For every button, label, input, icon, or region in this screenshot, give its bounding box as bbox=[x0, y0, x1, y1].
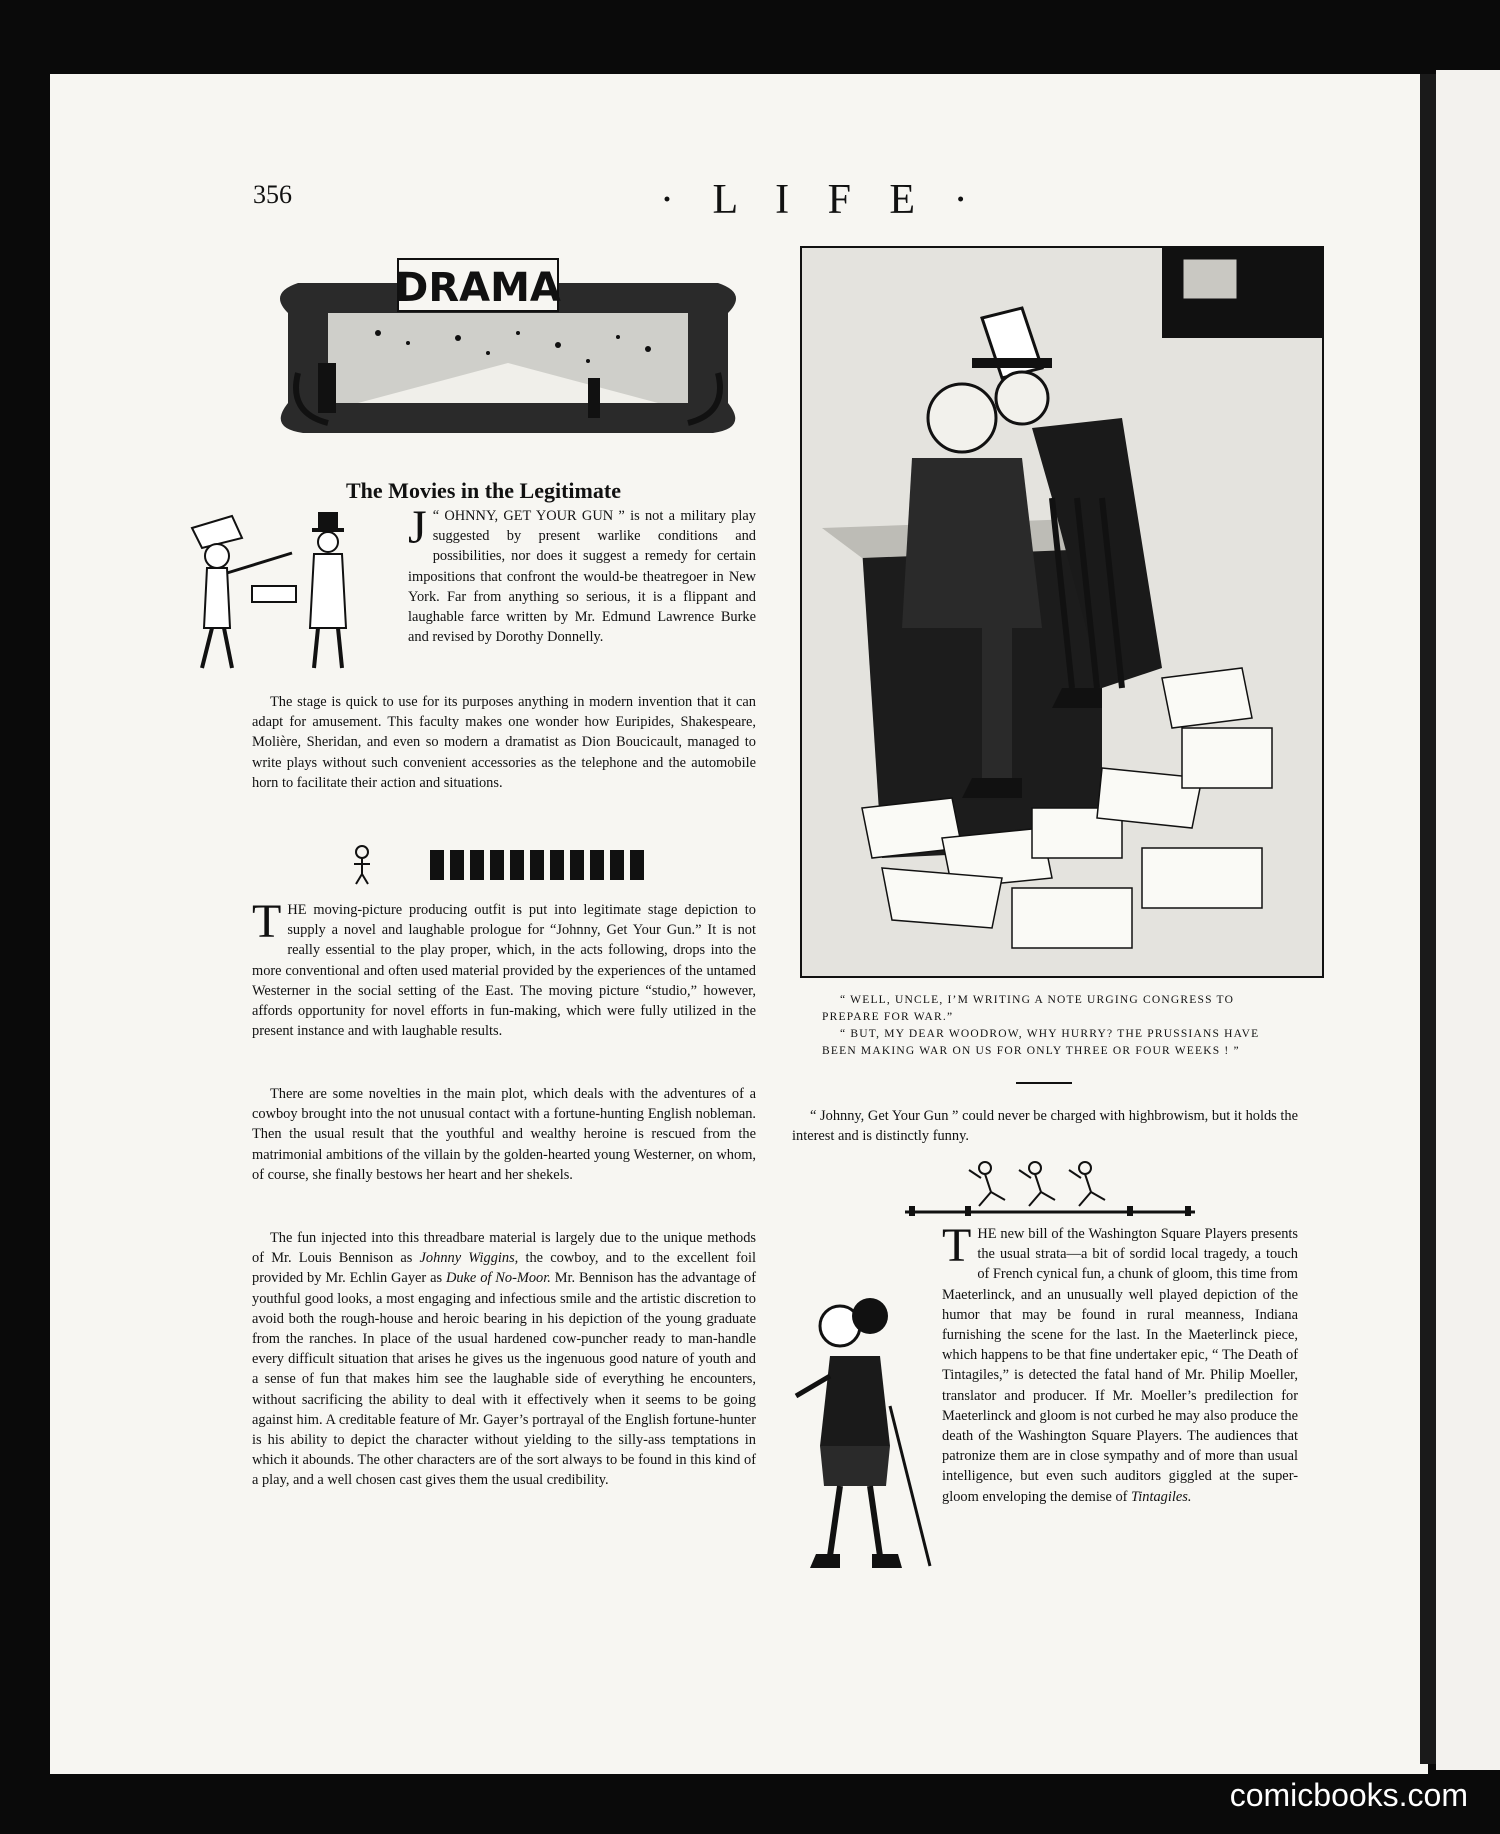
paragraph-text: There are some novelties in the main plot, which deals with the adventures of a cowboy brought into the not unusual contact with a fortune-hunting English nobleman. Then the usual result that the youthful and wealthy heroine is rescued from the matrimonial ambitions of the villain by the golden-hearted young Westerner, on whom, of course, she finally bestows her heart and her shekels. bbox=[252, 1086, 756, 1183]
page-spine bbox=[1420, 74, 1436, 1764]
magazine-masthead: · L I F E · bbox=[660, 177, 982, 223]
horn-figures-illustration bbox=[182, 508, 352, 688]
play-title-italic: Tintagiles. bbox=[1131, 1488, 1192, 1505]
paragraph-text: the cowboy, and to the excellent foil provided by Mr. Echlin Gayer as bbox=[252, 1250, 756, 1287]
paragraph-text: Mr. Bennison has the advantage of youthful good looks, a most engaging and infectious smile and the artistic discretion to avoid both the rough-house and heroic bearing in his depiction of the young graduate from the ranches. In place of the usual hardened cow-puncher ready to man-handle every difficult situation that arises he gives us the ingenuous good nature of youth and a sense of fun that makes him see the laughable side of everything he encounters, without sacrificing the ability to deal with it effectively when it seems to be going against him. A creditable feature of Mr. Gayer’s portrayal of the English fortune-hunter is his ability to depict the character without yielding to the silly-ass temptations in which it abounds. The other characters are of the sort always to be found in this kind of a play, and a well chosen cast gives them the usual credibility. bbox=[252, 1270, 756, 1489]
paragraph-text: The fun injected into this threadbare material is largely due to the unique methods of Mr. Louis Bennison as bbox=[252, 1230, 756, 1267]
site-watermark: comicbooks.com bbox=[1229, 1777, 1468, 1813]
caption-line-1: “ WELL, UNCLE, I’M WRITING A NOTE URGING CONGRESS TO PREPARE FOR WAR.” bbox=[822, 994, 1235, 1023]
facing-page-edge bbox=[1436, 70, 1500, 1770]
dropcap-j: J bbox=[408, 501, 427, 554]
cartoon-caption bbox=[822, 992, 1288, 1060]
article-paragraph-5 bbox=[252, 1228, 756, 1491]
dropcap-t: T bbox=[252, 895, 282, 948]
article-paragraph-2 bbox=[252, 692, 756, 793]
article-title: The Movies in the Legitimate bbox=[346, 478, 621, 503]
right-paragraph-1 bbox=[792, 1106, 1298, 1146]
caption-divider bbox=[1016, 1082, 1072, 1084]
dropcap-t-right: T bbox=[942, 1219, 972, 1272]
intro-text: “ OHNNY, GET YOUR GUN ” is not a military play suggested by present warlike conditions and possibilities, nor does it suggest a remedy for certain impositions that confront the would-be theatregoer in New York. Far from anything so serious, it is a flippant and laughable farce written by Mr. Edmund Lawrence Burke and revised by Dorothy Donnelly. bbox=[408, 508, 756, 646]
dancing-figures-ornament bbox=[350, 842, 660, 886]
paragraph-text: The stage is quick to use for its purposes anything in modern invention that it can adapt for amusement. This faculty makes one wonder how Euripides, Shakespeare, Molière, Sheridan, and even so modern a dramatist as Dion Boucicault, managed to write plays without such convenient accessories as the telephone and the automobile horn to facilitate their action and situations. bbox=[252, 694, 756, 791]
paragraph-text: HE new bill of the Washington Square Players presents the usual strata—a bit of sordid local tragedy, a touch of French cynical fun, a chunk of gloom, this time from Maeterlinck, and an unusually well played depiction of the humor that may be found in rural meanness, Indiana furnishing the scene for the last. In the Maeterlinck piece, which happens to be that fine undertaker epic, “ The Death of Tintagiles,” is detected the fatal hand of Mr. Philip Moeller, translator and producer. If Mr. Moeller’s predilection for Maeterlinck and gloom is not curbed he may also produce the death of the Washington Square Players. The audiences that patronize them are in close sympathy and of more than usual intelligence, but even such auditors giggled at the super-gloom enveloping the demise of bbox=[942, 1226, 1298, 1505]
right-paragraph-2 bbox=[792, 1219, 1298, 1568]
political-cartoon bbox=[800, 246, 1324, 978]
article-intro-paragraph bbox=[408, 501, 756, 647]
drama-banner-title: DRAMA bbox=[395, 265, 561, 311]
dancers-ornament bbox=[905, 1156, 1195, 1218]
drama-banner-illustration bbox=[258, 253, 754, 451]
page-number: 356 bbox=[253, 180, 292, 209]
paragraph-text: HE moving-picture producing outfit is put into legitimate stage depiction to supply a novel and laughable prologue for “Johnny, Get Your Gun.” It is not really essential to the play proper, which, in the acts following, drops into the more conventional and often used material provided by the experiences of the untamed Westerner in the social setting of the East. The moving picture “studio,” however, affords opportunity for novel efforts in fun-making, which were fully utilized in the present instance and with laughable results. bbox=[252, 902, 756, 1040]
character-name-italic: Duke of No-Moor. bbox=[445, 1270, 551, 1287]
caption-line-2: “ BUT, MY DEAR WOODROW, WHY HURRY? THE PRUSSIANS HAVE BEEN MAKING WAR ON US FOR ONLY THREE OR FOUR WEEKS ! ” bbox=[822, 1028, 1260, 1057]
article-paragraph-3 bbox=[252, 895, 756, 1041]
character-name-italic: Johnny Wiggins, bbox=[419, 1250, 519, 1267]
article-paragraph-4 bbox=[252, 1084, 756, 1185]
paragraph-text: “ Johnny, Get Your Gun ” could never be charged with highbrowism, but it holds the interest and is distinctly funny. bbox=[792, 1108, 1298, 1145]
cartoon-drawing bbox=[802, 248, 1322, 976]
